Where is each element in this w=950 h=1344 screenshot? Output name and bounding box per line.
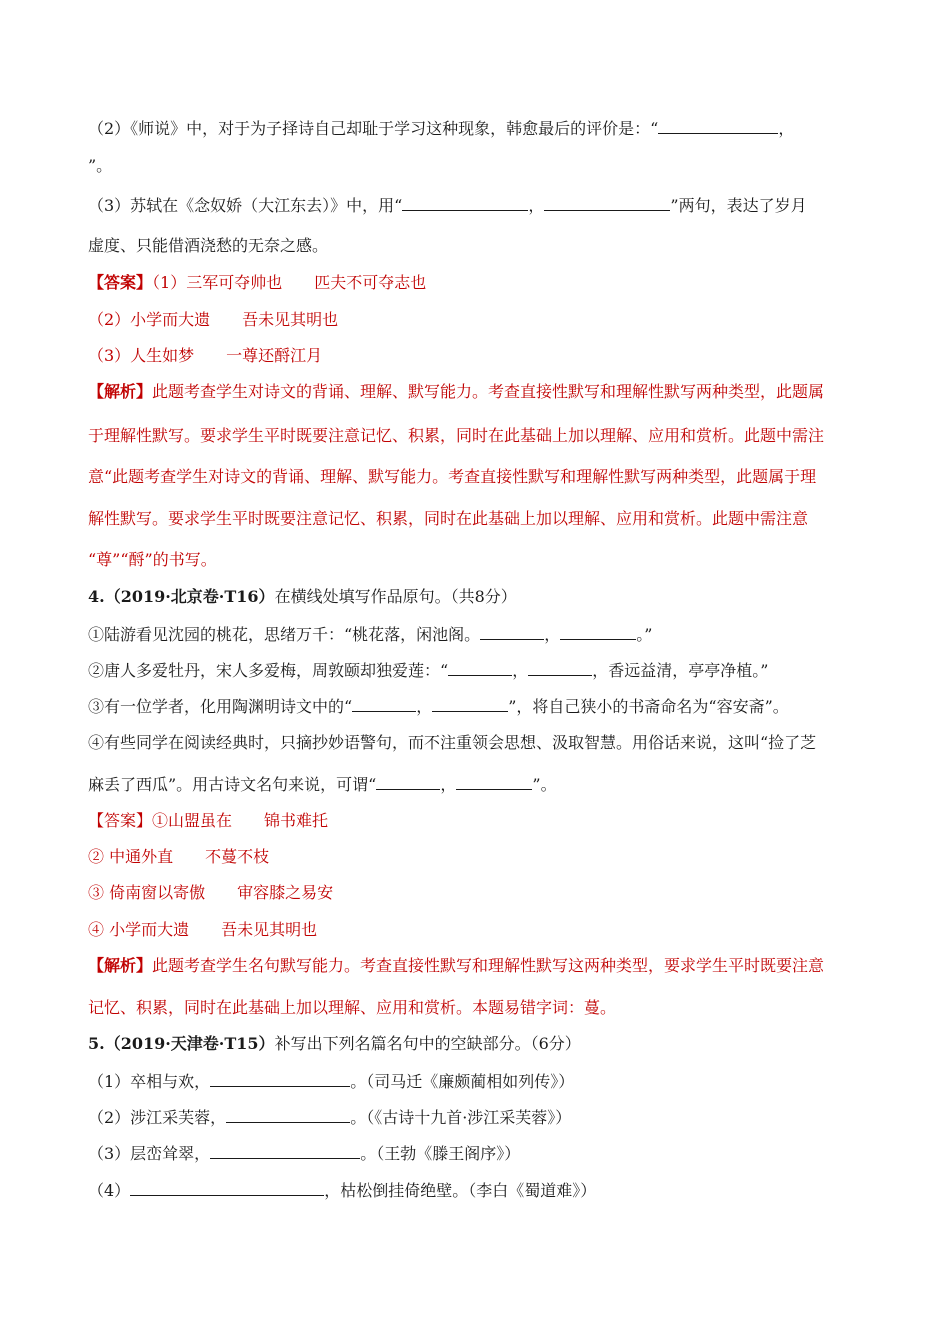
answer-blank xyxy=(130,1180,324,1196)
q4-analysis-2: 记忆、积累，同时在此基础上加以理解、应用和赏析。本题易错字词：蔓。 xyxy=(88,998,617,1017)
q4-item-3: ③有一位学者，化用陶渊明诗文中的“ ， ”，将自己狭小的书斋命名为“容安斋”。 xyxy=(88,697,789,716)
q4-answer-3: ③ 倚南窗以寄傲 审容膝之易安 xyxy=(88,883,334,902)
q-prev-analysis-3: 意“此题考查学生对诗文的背诵、理解、默写能力。考查直接性默写和理解性默写两种类型，此题属于理 xyxy=(88,467,817,486)
answer-blank xyxy=(560,624,636,640)
answer-blank xyxy=(376,774,440,790)
q-prev-answer-1: 【答案】（1）三军可夺帅也 匹夫不可夺志也 xyxy=(88,273,427,292)
answer-blank xyxy=(456,774,532,790)
q4-answer-1: 【答案】①山盟虽在 锦书难托 xyxy=(88,811,329,830)
answer-tag: 【答案】 xyxy=(88,811,153,830)
q4-item-4-line2: 麻丢了西瓜”。用古诗文名句来说，可谓“ ， ”。 xyxy=(88,775,557,794)
answer-blank xyxy=(480,624,544,640)
q-prev-analysis-2: 于理解性默写。要求学生平时既要注意记忆、积累，同时在此基础上加以理解、应用和赏析。此题中需注 xyxy=(88,426,825,445)
answer-blank xyxy=(448,660,512,676)
answer-blank xyxy=(528,660,592,676)
answer-blank xyxy=(402,195,528,211)
q4-item-2: ②唐人多爱牡丹，宋人多爱梅，周敦颐却独爱莲：“ ， ，香远益清，亭亭净植。” xyxy=(88,661,769,680)
analysis-tag: 【解析】 xyxy=(88,382,153,401)
answer-blank xyxy=(352,696,416,712)
q-prev-answer-2: （2）小学而大遗 吾未见其明也 xyxy=(88,310,339,329)
q4-heading: 4.（2019·北京卷·T16）在横线处填写作品原句。（共8分） xyxy=(88,587,517,606)
q5-heading: 5.（2019·天津卷·T15）补写出下列名篇名句中的空缺部分。（6分） xyxy=(88,1034,581,1053)
q5-item-3: （3）层峦耸翠， 。（王勃《滕王阁序》） xyxy=(88,1144,521,1163)
q5-item-1: （1）卒相与欢， 。（司马迁《廉颇蔺相如列传》） xyxy=(88,1072,575,1091)
q-prev-answer-3: （3）人生如梦 一尊还酹江月 xyxy=(88,346,323,365)
answer-blank xyxy=(544,195,670,211)
answer-tag: 【答案】 xyxy=(88,273,153,292)
answer-blank xyxy=(210,1143,360,1159)
q5-source: （2019·天津卷·T15） xyxy=(104,1034,275,1053)
q4-source: （2019·北京卷·T16） xyxy=(104,587,275,606)
analysis-tag: 【解析】 xyxy=(88,956,153,975)
q5-item-2: （2）涉江采芙蓉， 。（《古诗十九首·涉江采芙蓉》） xyxy=(88,1108,572,1127)
q4-analysis-1: 【解析】此题考查学生名句默写能力。考查直接性默写和理解性默写这两种类型，要求学生平时既要注意 xyxy=(88,956,825,975)
q4-item-4-line1: ④有些同学在阅读经典时，只摘抄妙语警句，而不注重领会思想、汲取智慧。用俗话来说，这叫“捡了芝 xyxy=(88,733,817,752)
q-prev-item2-line2: ”。 xyxy=(88,156,113,175)
q-prev-item3-line1: （3）苏轼在《念奴娇（大江东去）》中，用“ ， ”两句，表达了岁月 xyxy=(88,196,807,215)
q4-answer-4: ④ 小学而大遗 吾未见其明也 xyxy=(88,920,318,939)
q5-item-4: （4） ，枯松倒挂倚绝壁。（李白《蜀道难》） xyxy=(88,1181,597,1200)
answer-blank xyxy=(226,1107,350,1123)
q-prev-analysis-5: “尊”“酹”的书写。 xyxy=(88,550,217,569)
q-prev-analysis-1: 【解析】此题考查学生对诗文的背诵、理解、默写能力。考查直接性默写和理解性默写两种类型，此题属 xyxy=(88,382,825,401)
answer-blank xyxy=(658,118,778,134)
q-prev-item2-line1: （2）《师说》中，对于为子择诗自己却耻于学习这种现象，韩愈最后的评价是：“ ， xyxy=(88,119,795,138)
q-prev-analysis-4: 解性默写。要求学生平时既要注意记忆、积累，同时在此基础上加以理解、应用和赏析。此题中需注意 xyxy=(88,509,809,528)
answer-blank xyxy=(210,1071,350,1087)
answer-blank xyxy=(432,696,508,712)
q4-item-1: ①陆游看见沈园的桃花，思绪万千：“桃花落，闲池阁。 ， 。” xyxy=(88,625,653,644)
q4-answer-2: ② 中通外直 不蔓不枝 xyxy=(88,847,270,866)
q-prev-item3-line2: 虚度、只能借酒浇愁的无奈之感。 xyxy=(88,236,329,255)
